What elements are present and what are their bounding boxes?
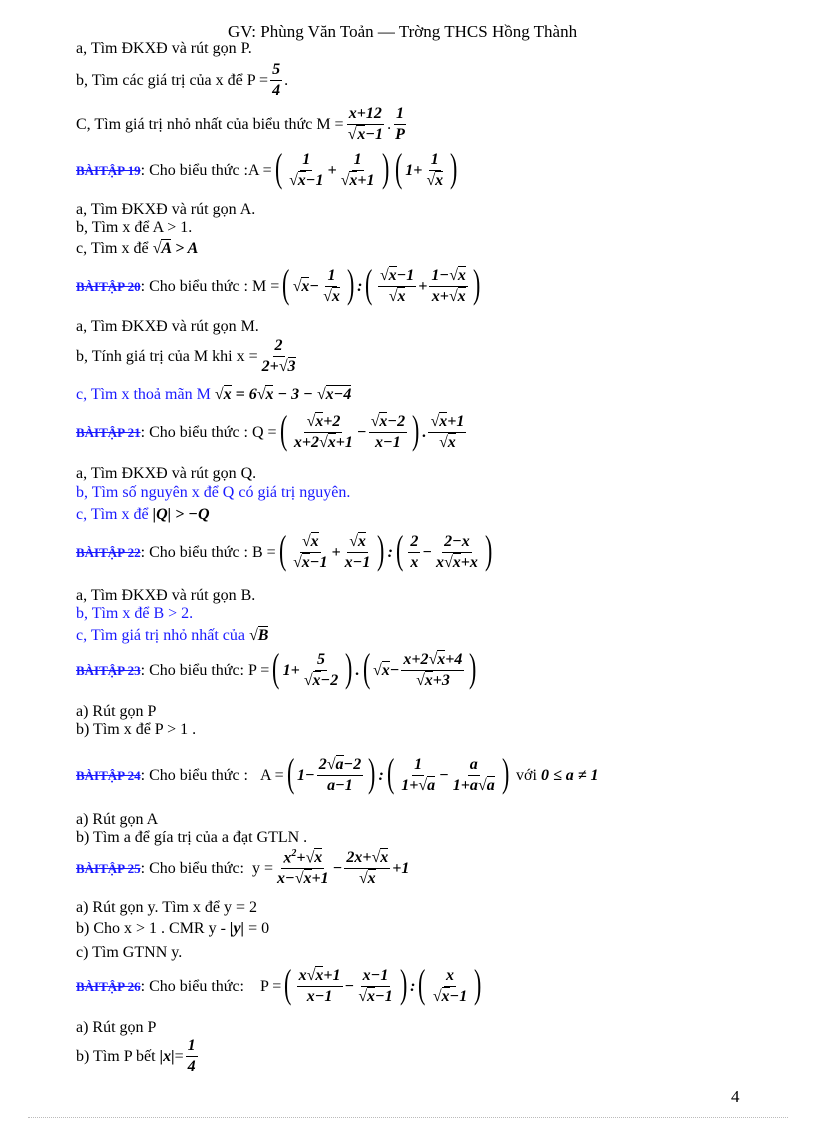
exercise-21: BÀITẬP 21 : Cho biểu thức : Q = ( $\frac{√x+2}{x+2√x+1}$ − $\frac{√x-2}{x-1}$ ) . $\frac{√x+1}{√x}$ xyxy=(76,406,465,452)
text-line: a, Tìm ĐKXĐ và rút gọn Q. xyxy=(76,465,257,482)
text-line: a, Tìm ĐKXĐ và rút gọn A. xyxy=(76,201,256,218)
exercise-26: BÀITẬP 26 : Cho biểu thức: P = ( $\frac{x√x+1}{x-1}$ − $\frac{x-1}{√x-1}$ ) : ( $\frac{x}{√x-1}$ ) xyxy=(76,960,482,1006)
text-line: b, Tìm x để A > 1. xyxy=(76,219,193,236)
text-line: b, Tìm x để B > 2. xyxy=(76,605,194,622)
text-line: a) Rút gọn P xyxy=(76,1019,157,1036)
text-line: c, Tìm giá trị nhỏ nhất của √B xyxy=(76,627,269,644)
exercise-20: BÀITẬP 20 : Cho biểu thức : M = ( √ x − $\frac{1}{√x}$ ) : ( $\frac{√x-1}{√x}$ + $\frac{1-√x}{x+√x}$ ) xyxy=(76,260,481,306)
text-line: C, Tìm giá trị nhỏ nhất của biểu thức M = $\frac{x+12}{√x-1}$ . $\frac{1}{P}$ xyxy=(76,105,405,143)
text-line: a) Rút gọn P xyxy=(76,703,157,720)
text-line: b, Tìm số nguyên x để Q có giá trị nguyên. xyxy=(76,484,351,501)
footer-divider xyxy=(28,1117,788,1118)
text-line: c, Tìm x thoả mãn M √x = 6√x − 3 − √x−4 xyxy=(76,386,352,403)
text-line: b) Tìm x để P > 1 . xyxy=(76,721,197,738)
text-line: b, Tính giá trị của M khi x = $\frac{2}{2+√3}$ xyxy=(76,337,296,375)
exercise-label: BÀITẬP 20 xyxy=(76,278,141,294)
text-line: a, Tìm ĐKXĐ và rút gọn M. xyxy=(76,318,259,335)
exercise-23: BÀITẬP 23 : Cho biểu thức: P = ( 1+ $\frac{5}{√x-2}$ ) . ( √ x − $\frac{x+2√x+4}{√x+3}$ ) xyxy=(76,644,477,690)
text-line: a) Rút gọn y. Tìm x để y = 2 xyxy=(76,899,258,916)
exercise-label: BÀITẬP 24 xyxy=(76,767,141,783)
exercise-label: BÀITẬP 22 xyxy=(76,544,141,560)
exercise-24: BÀITẬP 24 : Cho biểu thức : A = ( 1− $\frac{2√a-2}{a-1}$ ) : ( $\frac{1}{1+√a}$ − $\frac{a}{1+a√a}$ ) với 0 ≤ a ≠ 1 xyxy=(76,749,599,795)
text-line: b) Cho x > 1 . CMR y - |y| = 0 xyxy=(76,920,270,937)
exercise-label: BÀITẬP 23 xyxy=(76,662,141,678)
text-line: a, Tìm ĐKXĐ và rút gọn P. xyxy=(76,40,252,57)
exercise-label: BÀITẬP 25 xyxy=(76,860,141,876)
exercise-19: BÀITẬP 19 : Cho biểu thức :A = ( $\frac{1}{√x-1}$ + $\frac{1}{√x+1}$ ) ( 1+ $\frac{1}{√x}$ ) xyxy=(76,144,458,190)
text-line: b) Tìm P bết |x| = $\frac{1}{4}$ xyxy=(76,1037,196,1075)
text-line: a, Tìm ĐKXĐ và rút gọn B. xyxy=(76,587,256,604)
text-line: b, Tìm các giá trị của x để P = $\frac{5}{4}$ . xyxy=(76,61,289,99)
text-line: c, Tìm x để √A > A xyxy=(76,240,199,257)
exercise-25: BÀITẬP 25 : Cho biểu thức: y = $\frac{x^2+√x}{x-√x+1}$ − $\frac{2x+√x}{√x}$ +1 xyxy=(76,848,410,888)
text-line: c, Tìm x để |Q| > −Q xyxy=(76,506,210,523)
text-line: c) Tìm GTNN y. xyxy=(76,944,183,961)
exercise-label: BÀITẬP 19 xyxy=(76,162,141,178)
text-line: a) Rút gọn A xyxy=(76,811,159,828)
page-number: 4 xyxy=(731,1087,740,1106)
exercise-label: BÀITẬP 21 xyxy=(76,424,141,440)
text-line: b) Tìm a để gía trị của a đạt GTLN . xyxy=(76,829,308,846)
exercise-22: BÀITẬP 22 : Cho biểu thức : B = ( $\frac{√x}{√x-1}$ + $\frac{√x}{x-1}$ ) : ( $\frac{2}{x}$ − $\frac{2-x}{x√x+x}$ ) xyxy=(76,526,493,572)
page-header: GV: Phùng Văn Toản — Trờng THCS Hồng Thành xyxy=(228,22,578,41)
exercise-label: BÀITẬP 26 xyxy=(76,978,141,994)
